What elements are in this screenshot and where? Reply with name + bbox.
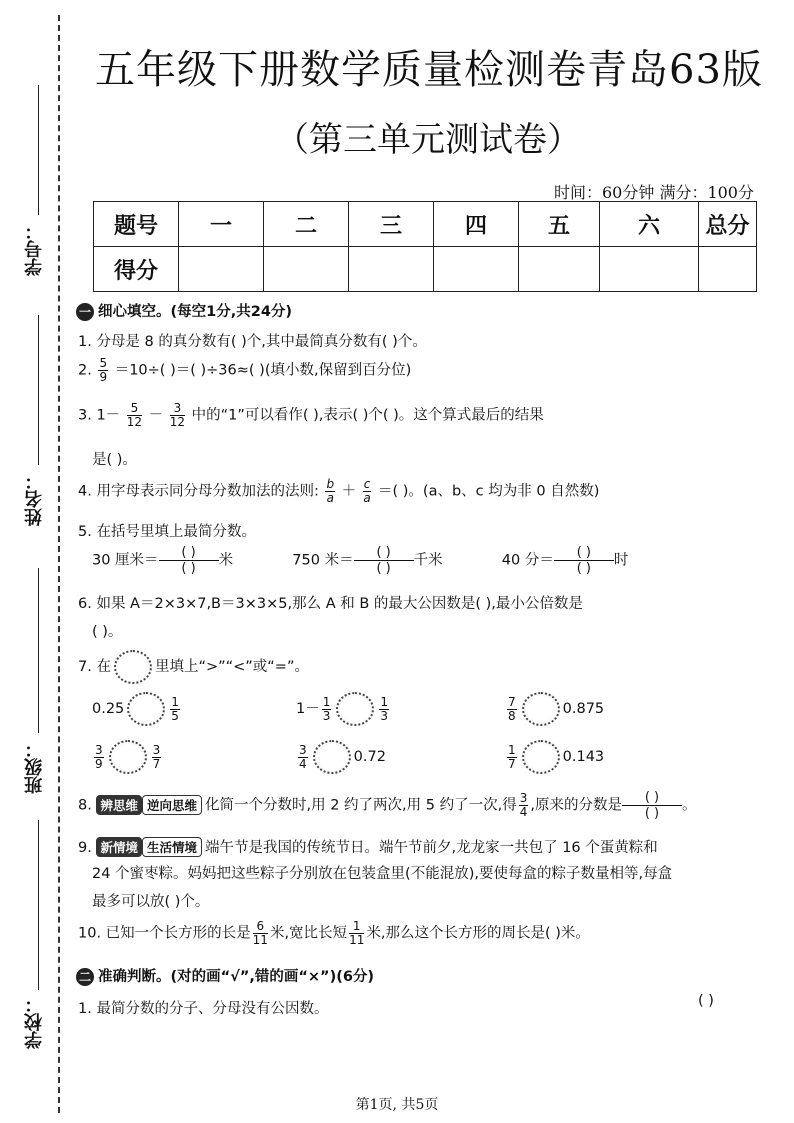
- q4-f2-denominator: a: [363, 491, 371, 505]
- compare-bubble[interactable]: [109, 740, 147, 774]
- q7-item-5: [296, 740, 386, 774]
- q5-unit-a: 米: [218, 552, 234, 569]
- section-2-number: 二: [76, 968, 94, 986]
- score-table-score-row: [94, 247, 757, 292]
- judgement-1-answer[interactable]: ( ): [698, 993, 714, 1009]
- q7-item-fraction: [507, 696, 517, 723]
- q7-item-4: [92, 740, 163, 774]
- q10-f2-denominator: 11: [349, 933, 365, 947]
- score-header-cell: 题号: [94, 202, 179, 247]
- q7-item-fraction: [507, 744, 517, 771]
- score-header-cell: 总分: [699, 202, 757, 247]
- score-header-cell: 三: [349, 202, 434, 247]
- score-table-header-row: [94, 202, 757, 247]
- page-title: 五年级下册数学质量检测卷青岛63版: [95, 47, 763, 93]
- score-header-cell: 二: [264, 202, 349, 247]
- score-header-cell: 一: [179, 202, 264, 247]
- q8-blank: ( ): [622, 790, 682, 806]
- q3-f2-denominator: 12: [169, 415, 186, 429]
- xingming-line: [38, 315, 39, 465]
- fraction-numerator: 3: [95, 742, 103, 757]
- question-3-line2: 是( )。: [92, 452, 137, 468]
- score-cell[interactable]: [349, 247, 434, 292]
- q8-text: 化简一个分数时,用 2 约了两次,用 5 约了一次,得: [204, 797, 517, 814]
- q8-tag2: 逆向思维: [142, 795, 202, 815]
- q10-text-b: 米,宽比长短: [269, 925, 348, 942]
- fraction-denominator: 4: [299, 756, 307, 771]
- q10-f1-numerator: 6: [253, 920, 268, 934]
- q9-number: 9.: [78, 840, 92, 856]
- q3-f1-denominator: 12: [126, 415, 143, 429]
- q4-text-rest: ＝( )。(a、b、c 均为非 0 自然数): [378, 483, 600, 500]
- score-cell[interactable]: [434, 247, 519, 292]
- q5-unit-b: 千米: [413, 552, 443, 569]
- q7-item-right: 0.143: [562, 749, 605, 765]
- score-header-cell: 六: [600, 202, 699, 247]
- q8-number: 8.: [78, 797, 92, 814]
- q10-fraction-1: [253, 920, 268, 947]
- q2-text: ＝10÷( )＝( )÷36≈( )(填小数,保留到百分位): [114, 362, 412, 379]
- q2-denominator: 9: [99, 370, 108, 384]
- question-6: 6. 如果 A＝2×3×7,B＝3×3×5,那么 A 和 B 的最大公因数是( ),最小公倍数是: [78, 596, 583, 612]
- question-10: [78, 920, 590, 947]
- q5-blank: ( ): [181, 561, 196, 576]
- score-table: [93, 201, 757, 292]
- q8-tag: 辨思维: [96, 795, 142, 815]
- banji-label: 班级：: [24, 740, 45, 794]
- q7-text-a: 7. 在: [78, 659, 111, 675]
- fraction-denominator: 7: [508, 756, 516, 771]
- question-8: 8. 辨思维 逆向思维 化简一个分数时,用 2 约了两次,用 5 约了一次,得 $\frac{3}{4}$ ,原来的分数是 ( ) ( ) 。: [78, 790, 697, 821]
- q3-fraction-1: [127, 402, 142, 429]
- xingming-label: 姓名：: [24, 472, 45, 526]
- compare-bubble[interactable]: [127, 692, 165, 726]
- q7-item-6: [505, 740, 604, 774]
- q9-line1: 端午节是我国的传统节日。端午节前夕,龙龙家一共包了 16 个蛋黄粽和: [204, 840, 658, 856]
- question-1: 1. 分母是 8 的真分数有( )个,其中最简真分数有( )个。: [78, 334, 427, 350]
- question-9-line2: 24 个蜜枣粽。妈妈把这些粽子分别放在包装盒里(不能混放),要使每盒的粽子数量相等,每盒: [92, 866, 673, 882]
- page-subtitle: （第三单元测试卷）: [275, 120, 581, 160]
- fraction-numerator: 1: [508, 742, 516, 757]
- q7-item-fraction: [322, 696, 332, 723]
- q7-item-fraction: [379, 696, 389, 723]
- fraction-numerator: 3: [152, 742, 161, 757]
- question-6-line2: ( )。: [92, 624, 123, 640]
- binding-dashed-line: [58, 15, 60, 1113]
- score-cell[interactable]: [600, 247, 699, 292]
- q5-item-c: 40 分＝: [501, 552, 554, 569]
- fraction-denominator: 9: [95, 756, 103, 771]
- q7-item-right: 0.72: [353, 749, 386, 765]
- q7-item-fraction: [170, 696, 180, 723]
- q2-numerator: 5: [99, 356, 108, 370]
- question-7: [78, 650, 309, 684]
- q7-item-fraction: [152, 744, 162, 771]
- compare-bubble[interactable]: [313, 740, 351, 774]
- q7-item-3: [505, 692, 604, 726]
- q10-f1-denominator: 11: [252, 933, 268, 947]
- q7-item-fraction: [298, 744, 308, 771]
- q5-blank: ( ): [159, 545, 219, 561]
- q4-fraction-2: [363, 478, 372, 505]
- compare-bubble[interactable]: [522, 740, 560, 774]
- q4-text-a: 4. 用字母表示同分母分数加法的法则:: [78, 483, 319, 500]
- xuehao-line: [38, 85, 39, 215]
- question-5: 5. 在括号里填上最简分数。: [78, 524, 256, 540]
- q10-fraction-2: [349, 920, 364, 947]
- bubble-icon: [114, 650, 152, 684]
- fraction-denominator: 5: [171, 708, 179, 723]
- q7-item-left: 1－: [296, 701, 320, 717]
- banji-line: [38, 568, 39, 733]
- q8-text-rest: ,原来的分数是: [530, 797, 622, 814]
- fraction-denominator: 7: [152, 756, 161, 771]
- q5-blank-fraction-a[interactable]: [159, 545, 219, 576]
- score-cell[interactable]: [519, 247, 600, 292]
- question-9-line3: 最多可以放( )个。: [92, 894, 210, 910]
- page-footer: 第1页, 共5页: [355, 1097, 439, 1113]
- section-2-title: 准确判断。(对的画“√”,错的画“×”)(6分): [98, 969, 375, 985]
- fraction-denominator: 3: [322, 708, 331, 723]
- q5-item-b: 750 米＝: [292, 552, 354, 569]
- fraction-numerator: 1: [171, 694, 179, 709]
- q5-blank-fraction-b[interactable]: [354, 545, 414, 576]
- fraction-denominator: 8: [508, 708, 516, 723]
- q4-f1-denominator: a: [326, 491, 334, 505]
- q10-text-c: 米,那么这个长方形的周长是( )米。: [366, 925, 590, 942]
- xuexiao-label: 学校：: [24, 995, 45, 1049]
- xuehao-label: 学号：: [24, 222, 45, 276]
- q5-blank: ( ): [376, 561, 391, 576]
- q7-item-right: 0.875: [562, 701, 605, 717]
- q4-f2-numerator: c: [363, 477, 371, 491]
- q10-f2-numerator: 1: [349, 920, 364, 934]
- xuexiao-line: [38, 820, 39, 990]
- score-header-cell: 四: [434, 202, 519, 247]
- q5-blank: ( ): [354, 545, 414, 561]
- q7-text-b: 里填上“>”“<”或“=”。: [154, 659, 309, 675]
- exam-info: 时间：60分钟 满分：100分: [554, 183, 754, 202]
- question-4: [78, 478, 599, 505]
- judgement-1: 1. 最简分数的分子、分母没有公因数。: [78, 1001, 329, 1017]
- section-1-title: 细心填空。(每空1分,共24分): [98, 304, 293, 320]
- q5-blank-fraction-c[interactable]: [554, 545, 614, 576]
- fraction-numerator: 1: [322, 694, 331, 709]
- q3-text-rest: 中的“1”可以看作( ),表示( )个( )。这个算式最后的结果: [191, 407, 544, 424]
- compare-bubble[interactable]: [522, 692, 560, 726]
- score-cell[interactable]: [179, 247, 264, 292]
- q7-item-left: 0.25: [92, 701, 125, 717]
- compare-bubble[interactable]: [336, 692, 374, 726]
- fraction-numerator: 3: [299, 742, 307, 757]
- q7-item-fraction: [94, 744, 104, 771]
- q2-fraction: [98, 357, 108, 384]
- q3-text-a: 3. 1－: [78, 407, 121, 424]
- q4-f1-numerator: b: [326, 477, 335, 491]
- q3-fraction-2: [170, 402, 185, 429]
- q2-number: 2.: [78, 362, 92, 379]
- q5-unit-c: 时: [613, 552, 629, 569]
- q9-tag: 新情境: [96, 837, 142, 857]
- score-header-cell: 五: [519, 202, 600, 247]
- q8-blank-fraction[interactable]: [622, 790, 682, 821]
- q7-item-1: [92, 692, 182, 726]
- q3-minus: －: [148, 407, 164, 424]
- score-cell[interactable]: [699, 247, 757, 292]
- section-1-heading: [76, 300, 292, 321]
- q8-fraction: [519, 792, 529, 819]
- fraction-numerator: 7: [508, 694, 516, 709]
- section-1-number: 一: [76, 303, 94, 321]
- q3-f1-numerator: 5: [127, 402, 142, 416]
- q7-item-2: [296, 692, 391, 726]
- q4-plus: ＋: [341, 483, 357, 500]
- q9-tag2: 生活情境: [142, 837, 202, 857]
- q8-blank: ( ): [644, 806, 660, 821]
- q3-f2-numerator: 3: [170, 402, 185, 416]
- q4-fraction-1: [325, 478, 335, 505]
- q5-blank: ( ): [576, 561, 591, 576]
- q8-numerator: 3: [519, 791, 528, 805]
- section-2-heading: [76, 965, 374, 986]
- fraction-denominator: 3: [380, 708, 389, 723]
- question-5-items: [92, 545, 628, 576]
- question-2: [78, 357, 411, 384]
- q10-text-a: 10. 已知一个长方形的长是: [78, 925, 251, 942]
- q5-item-a: 30 厘米＝: [92, 552, 159, 569]
- question-9: [78, 836, 658, 857]
- score-row-label: 得分: [94, 247, 179, 292]
- fraction-numerator: 1: [380, 694, 389, 709]
- q8-denominator: 4: [519, 805, 528, 819]
- q5-blank: ( ): [554, 545, 614, 561]
- score-cell[interactable]: [264, 247, 349, 292]
- question-3: [78, 402, 544, 429]
